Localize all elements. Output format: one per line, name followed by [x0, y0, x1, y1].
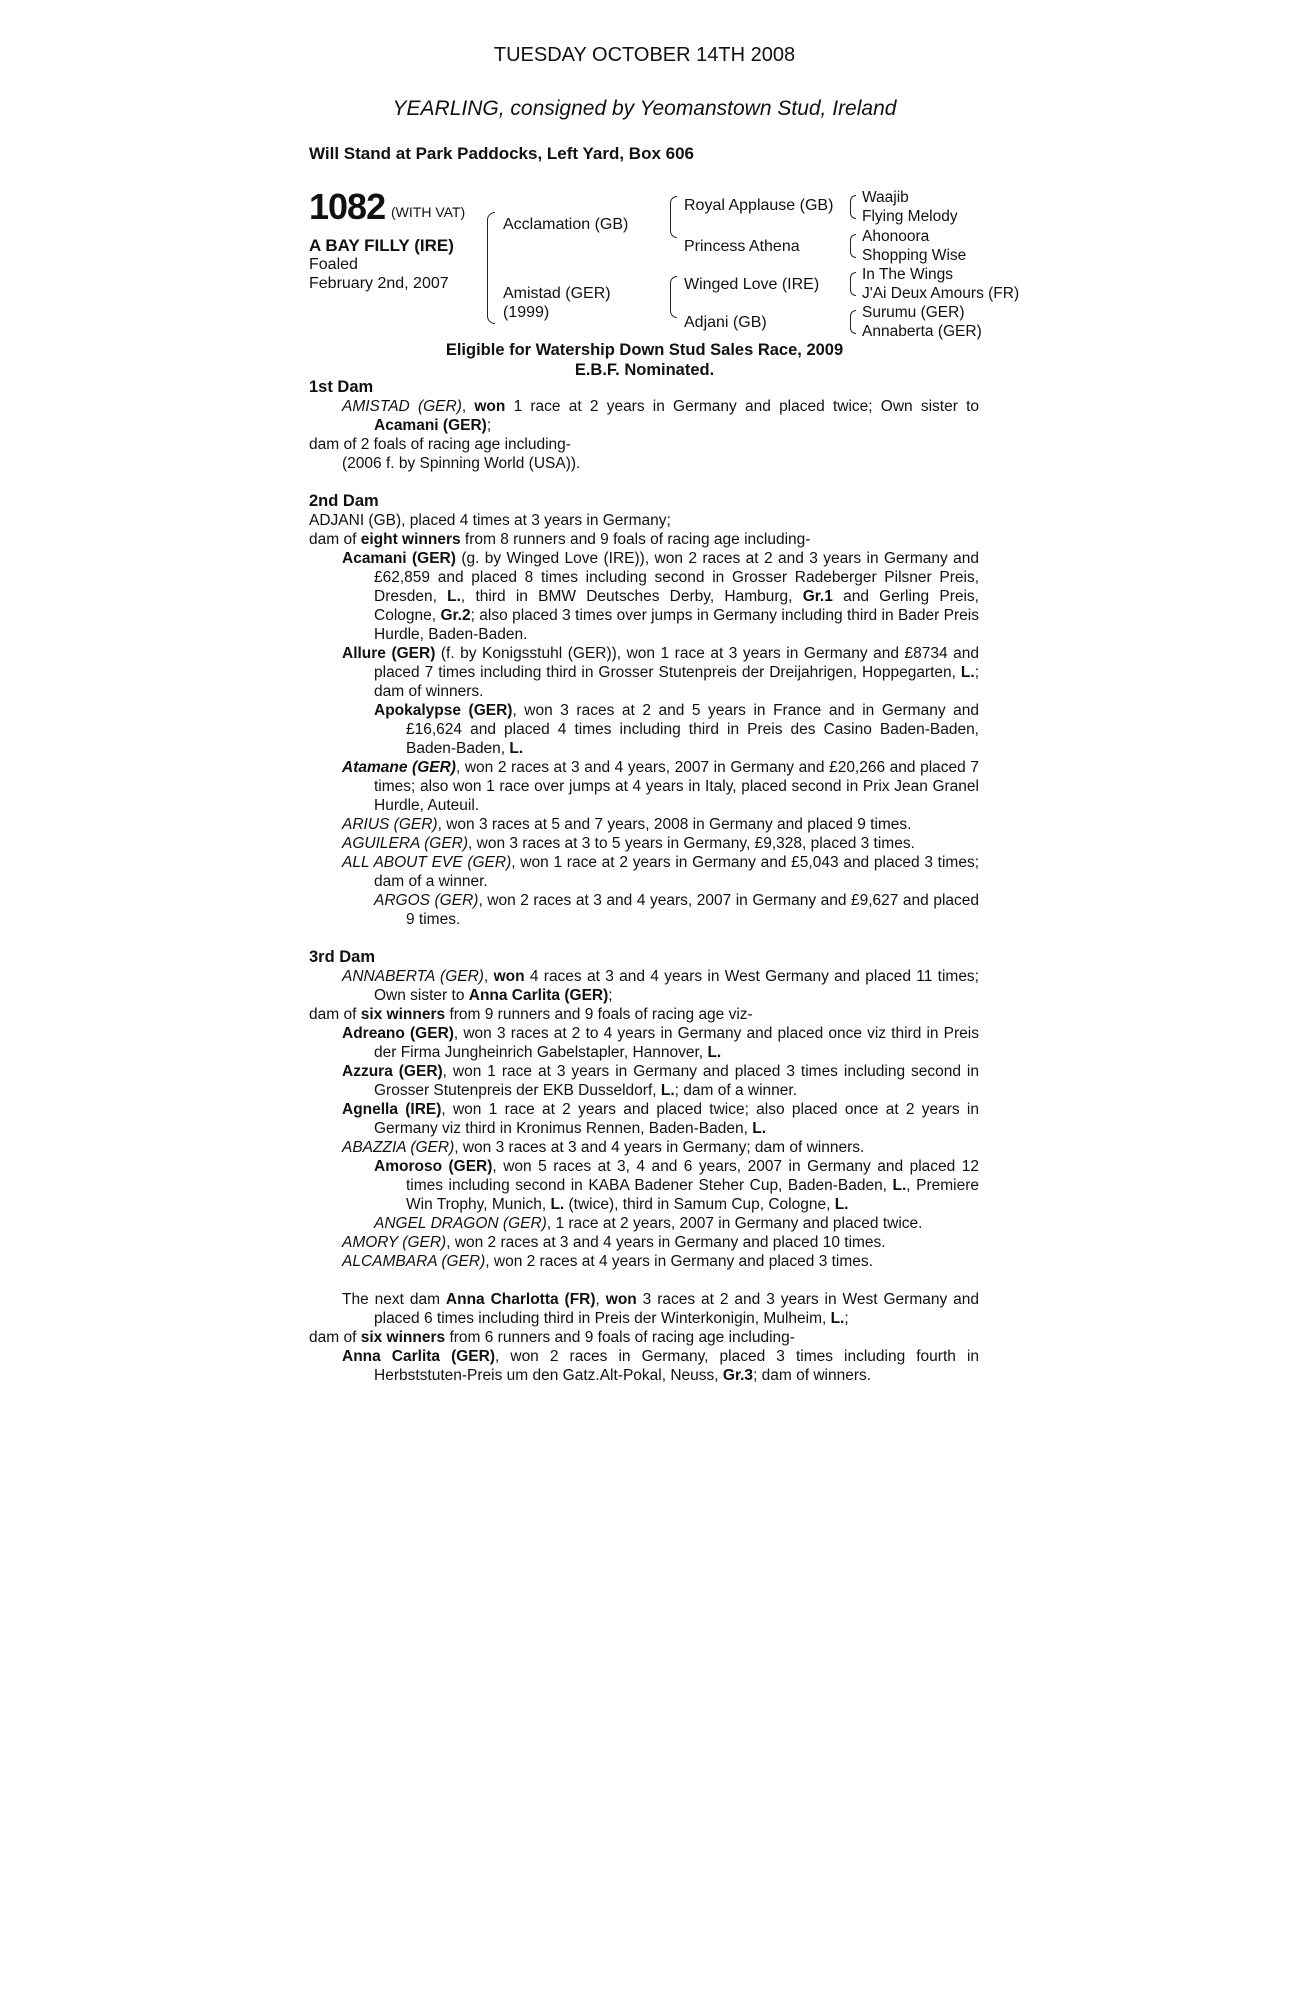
first-dam-heading: 1st Dam: [309, 378, 374, 396]
foaled-label: Foaled: [309, 256, 358, 273]
first-dam-foal: (2006 f. by Spinning World (USA)).: [342, 455, 581, 472]
second-dam-produce: dam of eight winners from 8 runners and 9 foals of racing age including-: [309, 531, 811, 548]
consignment-line: YEARLING, consigned by Yeomanstown Stud, Ireland: [392, 97, 897, 120]
pedigree-sire-sire: Royal Applause (GB): [684, 197, 834, 214]
third-dam-produce: dam of six winners from 9 runners and 9 foals of racing age viz-: [309, 1006, 753, 1023]
next-dam-produce: dam of six winners from 6 runners and 9 foals of racing age including-: [309, 1329, 795, 1346]
produce-record: ABAZZIA (GER), won 3 races at 3 and 4 years in Germany; dam of winners.: [342, 1139, 865, 1156]
pedigree-dam-year: (1999): [503, 304, 550, 321]
stand-location: Will Stand at Park Paddocks, Left Yard, Box 606: [309, 144, 694, 163]
produce-record: Allure (GER) (f. by Konigsstuhl (GER)), won 1 race at 3 years in Germany and £8734 and placed 7 times including third in Grosser Stutenpreis der Dreijahrigen, Hoppegarten, L.; dam of winners.: [342, 645, 979, 700]
third-dam-heading: 3rd Dam: [309, 948, 376, 966]
pedigree-g3: Annaberta (GER): [862, 323, 982, 340]
pedigree-brace: [850, 272, 856, 296]
produce-record: Adreano (GER), won 3 races at 2 to 4 years in Germany and placed once viz third in Preis der Firma Jungheinrich Gabelstapler, Hannover, L.: [342, 1025, 979, 1061]
produce-record: ALCAMBARA (GER), won 2 races at 4 years in Germany and placed 3 times.: [342, 1253, 873, 1270]
pedigree-sire: Acclamation (GB): [503, 216, 629, 233]
second-dam-heading: 2nd Dam: [309, 492, 379, 510]
second-dam-entry: ADJANI (GB), placed 4 times at 3 years in Germany;: [309, 512, 671, 529]
pedigree-brace: [850, 310, 856, 334]
lot-number: 1082: [309, 186, 386, 227]
produce-record: Apokalypse (GER), won 3 races at 2 and 5 years in France and in Germany and £16,624 and placed 4 times including third in Preis des Casino Baden-Baden, Baden-Baden, L.: [374, 702, 979, 757]
pedigree-dam-dam: Adjani (GB): [684, 314, 767, 331]
pedigree-g3: In The Wings: [862, 266, 954, 283]
pedigree-dam-sire: Winged Love (IRE): [684, 276, 820, 293]
pedigree-brace: [670, 196, 677, 238]
pedigree-g3: J'Ai Deux Amours (FR): [862, 285, 1020, 302]
third-dam-entry: ANNABERTA (GER), won 4 races at 3 and 4 years in West Germany and placed 11 times; Own sister to Anna Carlita (GER);: [342, 968, 979, 1004]
next-dam-entry: The next dam Anna Charlotta (FR), won 3 races at 2 and 3 years in West Germany and placed 6 times including third in Preis der Winterkonigin, Mulheim, L.;: [342, 1291, 979, 1327]
sale-date: TUESDAY OCTOBER 14TH 2008: [493, 44, 796, 66]
pedigree-g3: Flying Melody: [862, 208, 958, 225]
produce-record: ALL ABOUT EVE (GER), won 1 race at 2 years in Germany and £5,043 and placed 3 times; dam of a winner.: [342, 854, 980, 890]
produce-record: AMORY (GER), won 2 races at 3 and 4 years in Germany and placed 10 times.: [342, 1234, 886, 1251]
sales-race-eligibility: Eligible for Watership Down Stud Sales Race, 2009: [445, 341, 844, 359]
horse-name: A BAY FILLY (IRE): [309, 236, 454, 255]
ebf-nomination: E.B.F. Nominated.: [574, 361, 715, 379]
produce-record: Agnella (IRE), won 1 race at 2 years and placed twice; also placed once at 2 years in Germany viz third in Kronimus Rennen, Baden-Baden, L.: [342, 1101, 980, 1137]
produce-record: Atamane (GER), won 2 races at 3 and 4 years, 2007 in Germany and £20,266 and placed 7 times; also won 1 race over jumps at 4 years in Italy, placed second in Prix Jean Granel Hurdle, Auteuil.: [342, 759, 979, 814]
foaled-date: February 2nd, 2007: [309, 275, 449, 292]
produce-record: Anna Carlita (GER), won 2 races in Germany, placed 3 times including fourth in Herbststuten-Preis um den Gatz.Alt-Pokal, Neuss, Gr.3; dam of winners.: [342, 1348, 980, 1384]
produce-record: Amoroso (GER), won 5 races at 3, 4 and 6 years, 2007 in Germany and placed 12 times including second in KABA Badener Steher Cup, Baden-Baden, L., Premiere Win Trophy, Munich, L. (twice), third in Samum Cup, Cologne, L.: [374, 1158, 979, 1213]
vat-note: (WITH VAT): [391, 204, 466, 220]
pedigree-g3: Waajib: [862, 189, 909, 206]
produce-record: ARGOS (GER), won 2 races at 3 and 4 years, 2007 in Germany and £9,627 and placed 9 times.: [374, 892, 979, 928]
produce-record: ARIUS (GER), won 3 races at 5 and 7 years, 2008 in Germany and placed 9 times.: [342, 816, 912, 833]
pedigree-g3: Shopping Wise: [862, 247, 967, 264]
pedigree-brace: [850, 234, 856, 258]
first-dam-entry: AMISTAD (GER), won 1 race at 2 years in Germany and placed twice; Own sister to Acamani (GER);: [342, 398, 979, 434]
pedigree-g3: Surumu (GER): [862, 304, 965, 321]
pedigree-sire-dam: Princess Athena: [684, 238, 800, 255]
produce-record: AGUILERA (GER), won 3 races at 3 to 5 years in Germany, £9,328, placed 3 times.: [342, 835, 915, 852]
produce-record: ANGEL DRAGON (GER), 1 race at 2 years, 2007 in Germany and placed twice.: [374, 1215, 923, 1232]
catalogue-body: [309, 378, 979, 1385]
first-dam-produce: dam of 2 foals of racing age including-: [309, 436, 571, 453]
pedigree-g3: Ahonoora: [862, 228, 930, 245]
produce-record: Azzura (GER), won 1 race at 3 years in Germany and placed 3 times including second in Grosser Stutenpreis der EKB Dusseldorf, L.; dam of a winner.: [342, 1063, 979, 1099]
pedigree-dam: Amistad (GER): [503, 285, 611, 302]
pedigree-brace: [670, 276, 677, 318]
pedigree-brace: [850, 195, 856, 219]
pedigree-brace: [487, 212, 495, 324]
produce-record: Acamani (GER) (g. by Winged Love (IRE)), won 2 races at 2 and 3 years in Germany and £62,859 and placed 8 times including second in Grosser Radeberger Pilsner Preis, Dresden, L., third in BMW Deutsches Derby, Hamburg, Gr.1 and Gerling Preis, Cologne, Gr.2; also placed 3 times over jumps in Germany including third in Bader Preis Hurdle, Baden-Baden.: [342, 550, 979, 643]
